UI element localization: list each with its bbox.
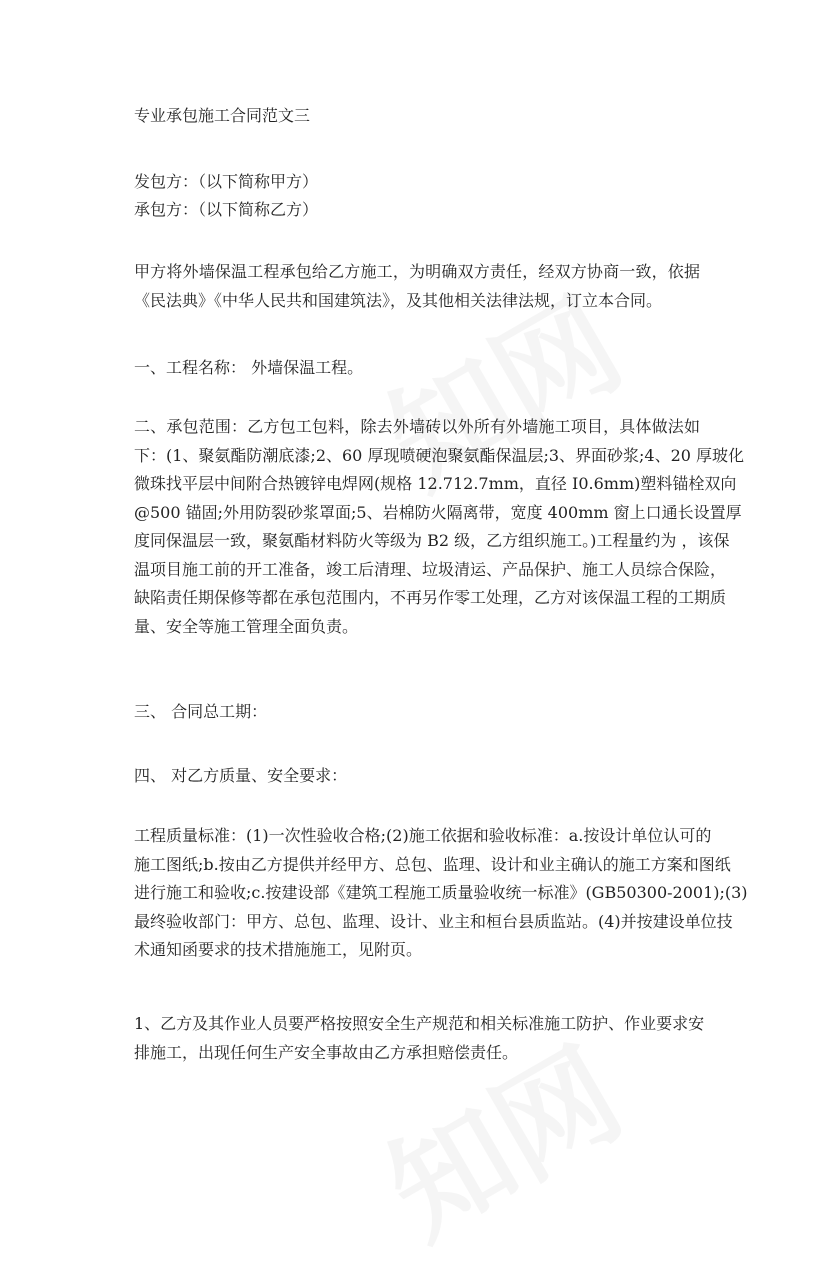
scope-line: 量、安全等施工管理全面负责。 [134, 616, 359, 636]
quality-line: 进行施工和验收;c.按建设部《建筑工程施工质量验收统一标准》(GB50300-2001);(3) [134, 883, 748, 902]
safety-line: 排施工，出现任何生产安全事故由乙方承担赔偿责任。 [134, 1042, 519, 1062]
quality-line: 工程质量标准：(1)一次性验收合格;(2)施工依据和验收标准：a.按设计单位认可的 [134, 826, 712, 845]
section-4-requirements: 四、 对乙方质量、安全要求： [134, 766, 348, 785]
intro-paragraph [134, 258, 700, 315]
scope-line: 下：(1、聚氨酯防潮底漆;2、60 厚现喷硬泡聚氨酯保温层;3、界面砂浆;4、20 厚玻化 [134, 445, 745, 465]
quality-standard-paragraph [134, 822, 748, 965]
safety-paragraph [134, 1010, 705, 1067]
document-title: 专业承包施工合同范文三 [134, 106, 311, 125]
section-2-scope-paragraph [134, 413, 745, 641]
scope-line: 微珠找平层中间附合热镀锌电焊网(规格 12.712.7mm，直径 I0.6mm)塑料锚栓双向 [134, 474, 737, 493]
scope-line: @500 锚固;外用防裂砂浆罩面;5、岩棉防火隔离带，宽度 400mm 窗上口通长设置厚 [134, 502, 742, 522]
section-1-project-name: 一、工程名称： 外墙保温工程。 [134, 358, 364, 377]
scope-line: 度同保温层一致，聚氨酯材料防火等级为 B2 级，乙方组织施工。)工程量约为 ，该保 [134, 531, 730, 550]
scope-line: 温项目施工前的开工准备，竣工后清理、垃圾清运、产品保护、施工人员综合保险， [134, 559, 727, 579]
quality-line: 术通知函要求的技术措施施工，见附页。 [134, 940, 423, 959]
quality-line: 最终验收部门：甲方、总包、监理、设计、业主和桓台县质监站。(4)并按建设单位技 [134, 911, 733, 931]
party-a-line: 发包方：（以下简称甲方） [134, 172, 319, 191]
safety-line: 1、乙方及其作业人员要严格按照安全生产规范和相关标准施工防护、作业要求安 [134, 1014, 705, 1033]
party-b-line: 承包方：（以下简称乙方） [134, 200, 319, 219]
intro-line: 甲方将外墙保温工程承包给乙方施工，为明确双方责任，经双方协商一致，依据 [134, 262, 700, 281]
quality-line: 施工图纸;b.按由乙方提供并经甲方、总包、监理、设计和业主确认的施工方案和图纸 [134, 854, 731, 874]
section-3-duration: 三、 合同总工期： [134, 702, 268, 721]
intro-line: 《民法典》《中华人民共和国建筑法》，及其他相关法律法规，订立本合同。 [134, 290, 663, 310]
scope-line: 二、承包范围：乙方包工包料，除去外墙砖以外所有外墙施工项目，具体做法如 [134, 417, 700, 436]
scope-line: 缺陷责任期保修等都在承包范围内，不再另作零工处理，乙方对该保温工程的工期质 [134, 588, 727, 607]
